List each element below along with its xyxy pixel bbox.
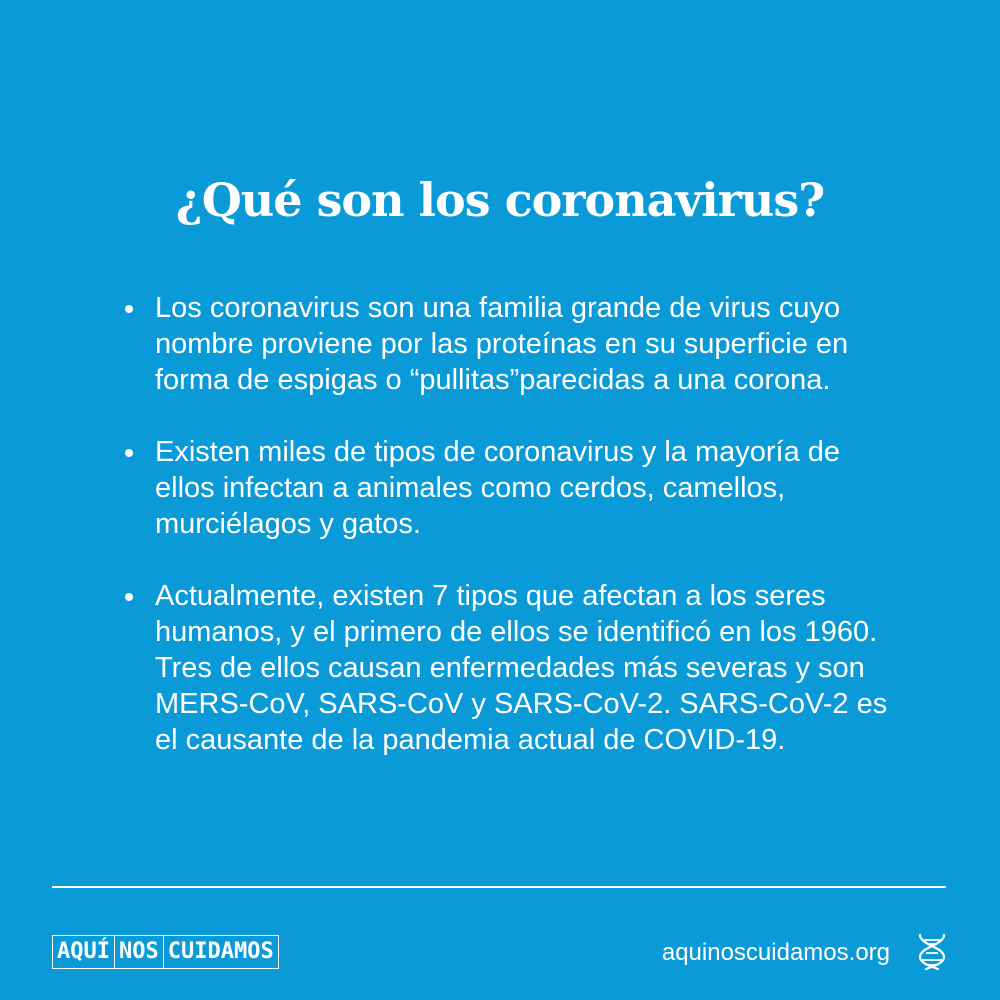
page-title: ¿Qué son los coronavirus?	[175, 173, 825, 227]
logo-word-aqui: AQUÍ	[57, 939, 110, 964]
bullet-list	[125, 290, 905, 794]
footer-divider	[52, 886, 946, 888]
logo-word-nos: NOS	[114, 936, 163, 968]
bullet-text: Actualmente, existen 7 tipos que afectan a los seres humanos, y el primero de ellos se identificó en los 1960. Tres de ellos causan enfermedades más severas y son MERS-CoV, SARS-CoV y SARS-CoV-2. SARS-CoV-2 es el causante de la pandemia actual de COVID-19.	[155, 580, 888, 756]
list-item	[125, 290, 905, 398]
bullet-text: Existen miles de tipos de coronavirus y la mayoría de ellos infectan a animales como cerdos, camellos, murciélagos y gatos.	[155, 436, 841, 540]
list-item	[125, 578, 905, 758]
list-item	[125, 434, 905, 542]
bullet-text: Los coronavirus son una familia grande de virus cuyo nombre proviene por las proteínas en su superficie en forma de espigas o “pullitas”parecidas a una corona.	[155, 292, 849, 396]
bullet-dot	[125, 449, 133, 457]
website-link[interactable]: aquinoscuidamos.org	[661, 939, 890, 966]
dna-icon	[916, 933, 948, 971]
logo-word-cuidamos: CUIDAMOS	[163, 936, 278, 968]
bullet-dot	[125, 593, 133, 601]
brand-logo	[52, 935, 279, 969]
bullet-dot	[125, 305, 133, 313]
